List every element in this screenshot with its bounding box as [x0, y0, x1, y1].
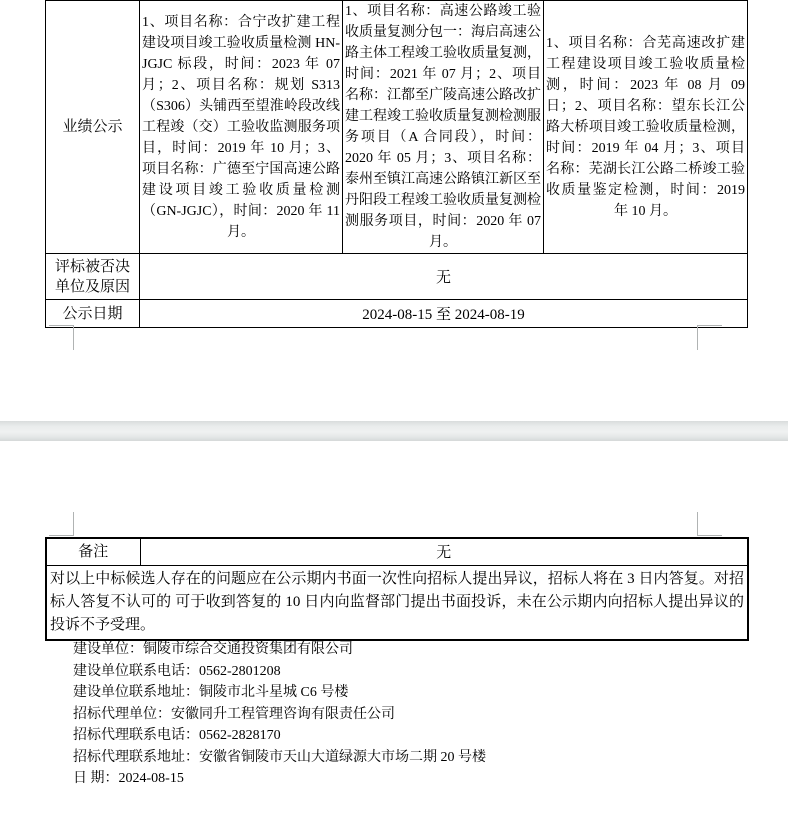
- page-break-separator: [0, 421, 788, 441]
- date-line: 日 期：2024-08-15: [73, 771, 184, 786]
- objection-notice-row: [46, 565, 748, 640]
- construction-unit-phone-line: 建设单位联系电话：0562-2801208: [73, 663, 281, 679]
- performance-candidate-1-cell: 1、项目名称：合宁改扩建工程建设项目竣工验收质量检测 HN-JGJC 标段，时间：2023 年 07 月；2、项目名称：规划 S313（S306）头铺西至望淮岭段改线工程竣（交）工验收监测服务项目，时间：2019 年 10 月；3、项目名称：广德至宁国高速公路建设项目竣工验收质量检测（GN-JGJC），时间：2020 年 11 月。: [140, 1, 343, 254]
- rejected-bidders-value: 无: [140, 254, 748, 300]
- remark-row-label: 备注: [46, 538, 140, 565]
- margin-corner-mark-bottom-left: [49, 325, 74, 350]
- performance-row: [46, 1, 748, 254]
- construction-unit-address-line: 建设单位联系地址：铜陵市北斗星城 C6 号楼: [73, 685, 349, 700]
- margin-corner-mark-top-right: [697, 512, 722, 536]
- agency-address-line: 招标代理联系地址：安徽省铜陵市天山大道绿源大市场二期 20 号楼: [73, 749, 486, 765]
- remark-value: 无: [140, 538, 748, 565]
- rejected-bidders-row-label: 评标被否决单位及原因: [46, 254, 140, 300]
- construction-unit-line: 建设单位：铜陵市综合交通投资集团有限公司: [73, 642, 353, 657]
- agency-unit-line: 招标代理单位：安徽同升工程管理咨询有限责任公司: [73, 706, 395, 722]
- rejected-bidders-row: [46, 254, 748, 300]
- publicity-date-row-label: 公示日期: [46, 300, 140, 328]
- performance-candidate-3-cell: 1、项目名称：合芜高速改扩建工程建设项目竣工验收质量检测，时间：2023 年 08 月 09 日；2、项目名称：望东长江公路大桥项目竣工验收质量检测，时间：2019 年 04 月；3、项目名称：芜湖长江公路二桥竣工验收质量鉴定检测，时间：2019 年 10 月。: [544, 1, 748, 254]
- remark-table: [45, 537, 749, 641]
- agency-phone-line: 招标代理联系电话：0562-2828170: [73, 728, 281, 743]
- publicity-date-value: 2024-08-15 至 2024-08-19: [140, 300, 748, 328]
- objection-notice-text: 对以上中标候选人存在的问题应在公示期内书面一次性向招标人提出异议，招标人将在 3 日内答复。对招标人答复不认可的 可于收到答复的 10 日内向监督部门提出书面投诉，未在公示期内向招标人提出异议的投诉不予受理。: [46, 565, 748, 640]
- contact-info-block: [73, 639, 713, 790]
- publicity-date-row: [46, 300, 748, 328]
- bid-publicity-table: [45, 0, 748, 328]
- performance-candidate-2-cell: 1、项目名称：高速公路竣工验收质量复测分包一：海启高速公路主体工程竣工验收质量复测，时间：2021 年 07 月；2、项目名称：江都至广陵高速公路改扩建工程竣工验收质量复测检测服务项目（A 合同段），时间：2020 年 05 月；3、项目名称：泰州至镇江高速公路镇江新区至丹阳段工程竣工验收质量复测检测服务项目，时间：2020 年 07 月。: [343, 1, 544, 254]
- margin-corner-mark-bottom-right: [697, 325, 722, 350]
- remark-row: [46, 538, 748, 565]
- performance-row-label: 业绩公示: [46, 1, 140, 254]
- margin-corner-mark-top-left: [49, 512, 74, 536]
